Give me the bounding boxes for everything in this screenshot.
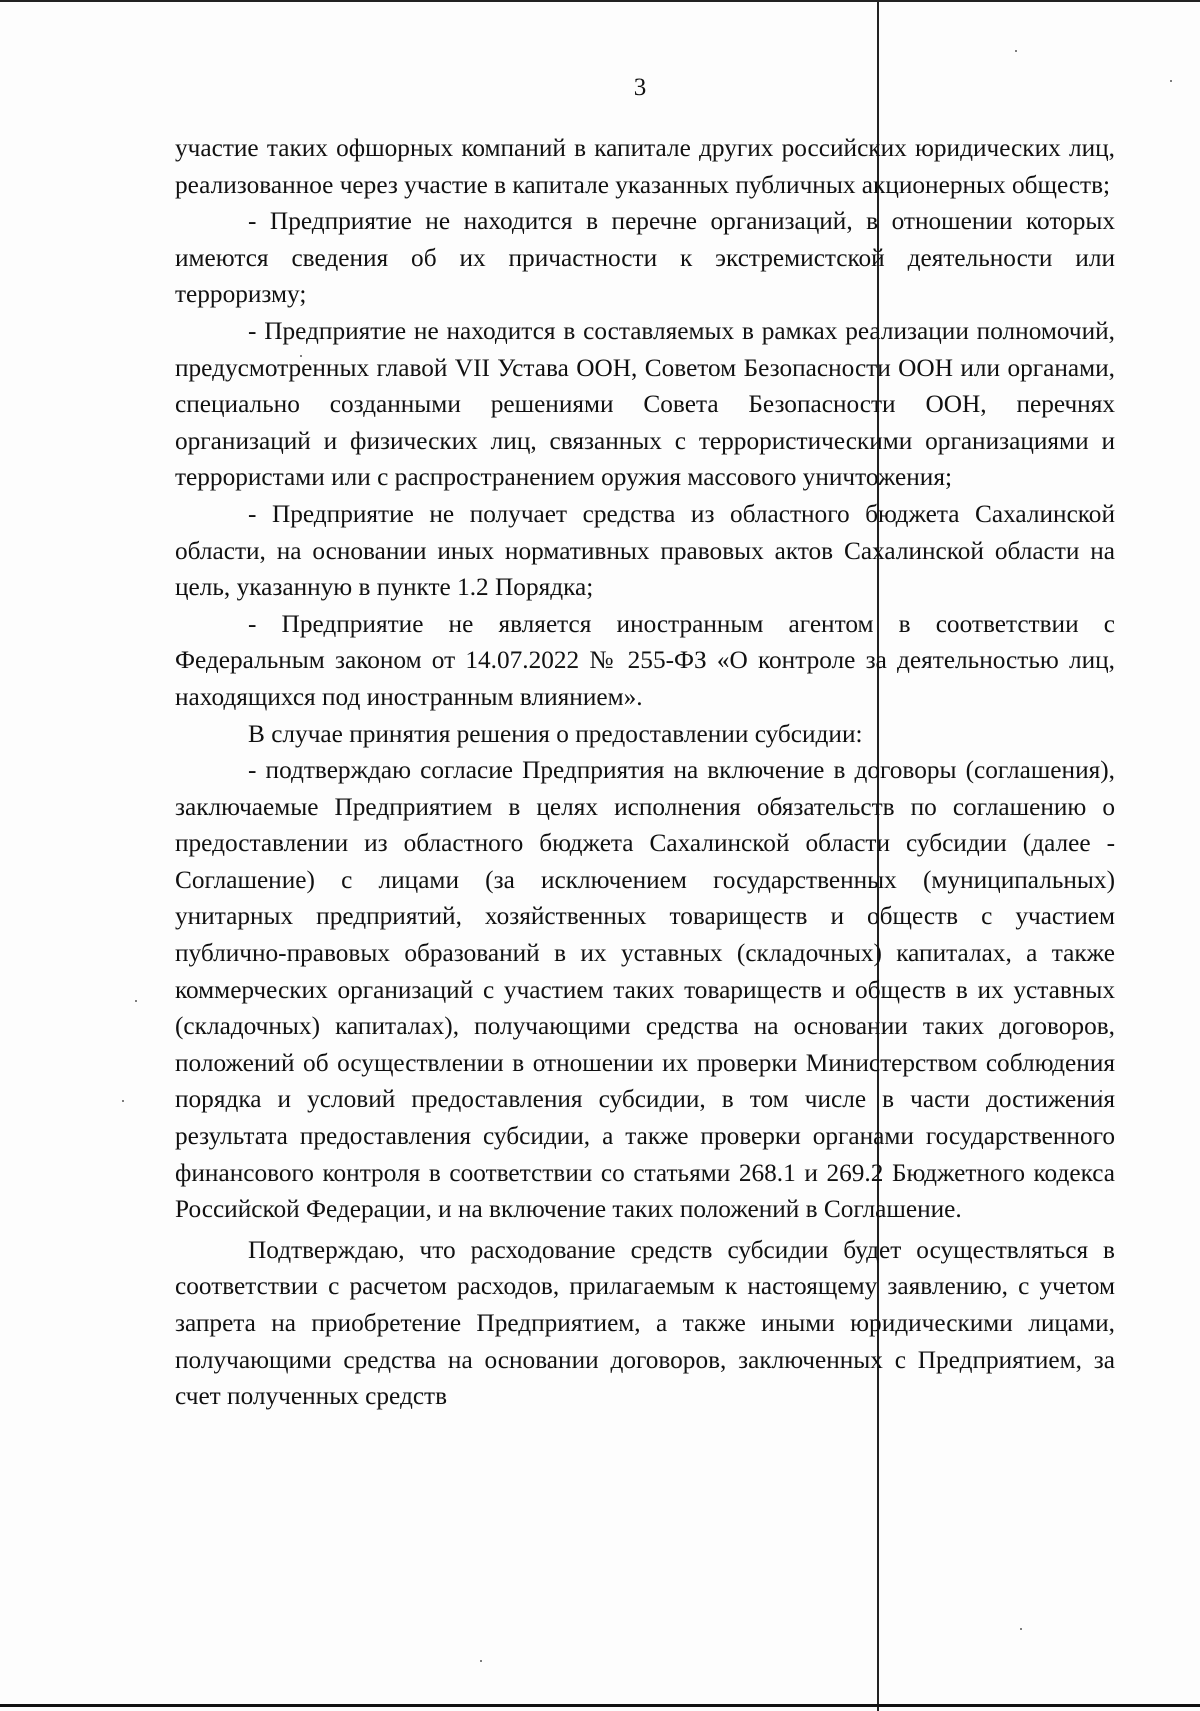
- paragraph-foreign-agent: - Предприятие не является иностранным агентом в соответствии с Федеральным законом от 14.07.2022 № 255-ФЗ «О контроле за деятельностью лиц, находящихся под иностранным влиянием».: [175, 609, 1115, 711]
- scan-speck: [480, 1660, 482, 1662]
- body-text: [175, 130, 1115, 1415]
- paragraph-continuation: участие таких офшорных компаний в капитале других российских юридических лиц, реализованное через участие в капитале указанных публичных акционерных обществ;: [175, 134, 1115, 199]
- scan-speck: [135, 1000, 137, 1002]
- scan-top-edge: [0, 0, 1200, 2]
- page-number: 3: [633, 74, 647, 101]
- scan-bottom-edge: [0, 1704, 1200, 1707]
- paragraph-regional-budget: - Предприятие не получает средства из областного бюджета Сахалинской области, на основании иных нормативных правовых актов Сахалинской области на цель, указанную в пункте 1.2 Порядка;: [175, 499, 1115, 602]
- scan-speck: [122, 1100, 124, 1102]
- paragraph-confirmation: Подтверждаю, что расходование средств субсидии будет осуществляться в соответствии с расчетом расходов, прилагаемым к настоящему заявлению, с учетом запрета на приобретение Предприятием, а также иными юридическими лицами, получающими средства на основании договоров, заключенных с Предприятием, за счет полученных средств: [175, 1235, 1115, 1411]
- scan-speck: [1020, 1628, 1022, 1630]
- paragraph-consent: - подтверждаю согласие Предприятия на включение в договоры (соглашения), заключаемые Предприятием в целях исполнения обязательств по соглашению о предоставлении из областного бюджета Сахалинской области субсидии (далее - Соглашение) с лицами (за исключением государственных (муниципальных) унитарных предприятий, хозяйственных товариществ и обществ с участием публично-правовых образований в их уставных (складочных) капиталах, а также коммерческих организаций с участием таких товариществ и обществ в их уставных (складочных) капиталах), получающими средства на основании таких договоров, положений об осуществлении в отношении их проверки Министерством соблюдения порядка и условий предоставления субсидии, в том числе в части достижения результата предоставления субсидии, а также проверки органами государственного финансового контроля в соответствии со статьями 268.1 и 269.2 Бюджетного кодекса Российской Федерации, и на включение таких положений в Соглашение.: [175, 756, 1115, 1224]
- paragraph-subsidy-decision: В случае принятия решения о предоставлении субсидии:: [248, 719, 863, 748]
- scan-speck: [1015, 50, 1017, 52]
- paragraph-un-lists: - Предприятие не находится в составляемых в рамках реализации полномочий, предусмотренных главой VII Устава ООН, Советом Безопасности ООН или органами, специально созданными решениями Совета Безопасности ООН, перечнях организаций и физических лиц, связанных с террористическими организациями и террористами или с распространением оружия массового уничтожения;: [175, 316, 1115, 492]
- paragraph-extremism: - Предприятие не находится в перечне организаций, в отношении которых имеются сведения об их причастности к экстремистской деятельности или терроризму;: [175, 207, 1115, 309]
